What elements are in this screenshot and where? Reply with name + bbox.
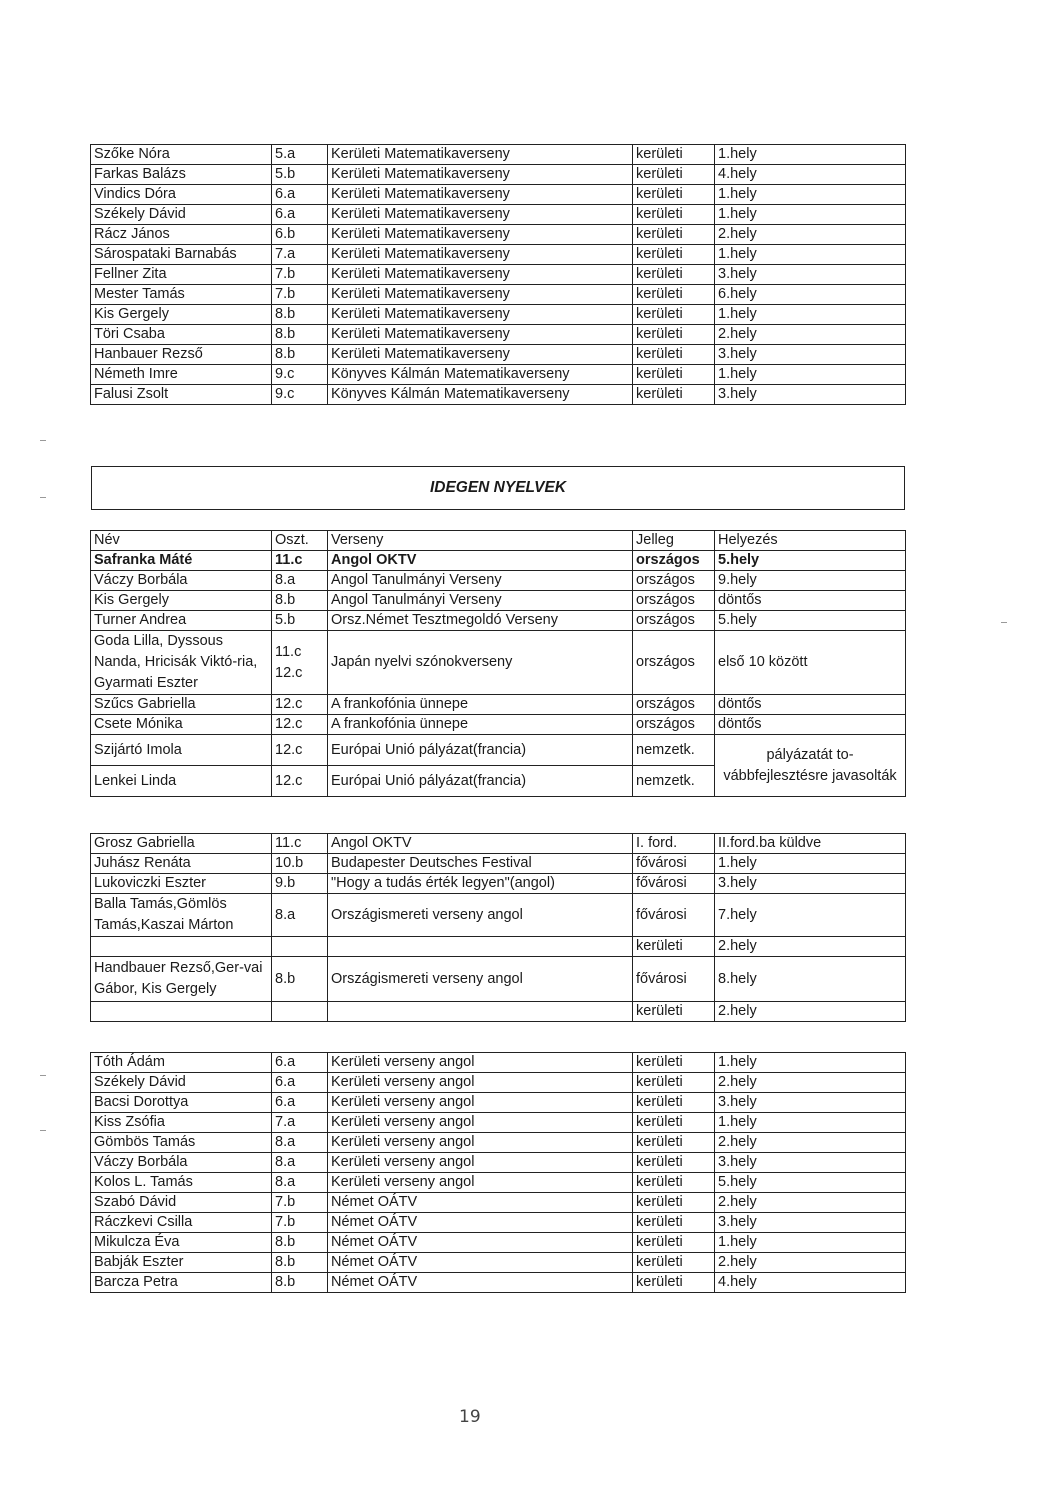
- cell-type: fővárosi: [633, 854, 715, 874]
- table-row: [91, 245, 906, 265]
- cell-placement: döntős: [715, 591, 906, 611]
- table-row: [91, 1253, 906, 1273]
- cell-competition-empty: [328, 1002, 633, 1022]
- cell-name: Farkas Balázs: [91, 165, 272, 185]
- cell-placement: 1.hely: [715, 365, 906, 385]
- table-row: [91, 874, 906, 894]
- table-row: [91, 1073, 906, 1093]
- table-row: [91, 1002, 906, 1022]
- table-row: [91, 854, 906, 874]
- cell-class-empty: [272, 1002, 328, 1022]
- table-row: [91, 715, 906, 735]
- cell-placement: döntős: [715, 715, 906, 735]
- cell-class: 11.c: [272, 834, 328, 854]
- cell-competition: Német OÁTV: [328, 1253, 633, 1273]
- cell-name: Balla Tamás,Gömlös Tamás,Kaszai Márton: [91, 894, 272, 937]
- cell-name: Lenkei Linda: [91, 766, 272, 797]
- header-type: Jelleg: [633, 531, 715, 551]
- header-placement: Helyezés: [715, 531, 906, 551]
- cell-placement: 2.hely: [715, 937, 906, 957]
- table-row: [91, 285, 906, 305]
- cell-type: kerületi: [633, 1073, 715, 1093]
- cell-name: Vindics Dóra: [91, 185, 272, 205]
- table-row: [91, 145, 906, 165]
- cell-competition: Kerületi verseny angol: [328, 1073, 633, 1093]
- cell-name: Váczy Borbála: [91, 1153, 272, 1173]
- cell-competition: Országismereti verseny angol: [328, 894, 633, 937]
- cell-competition: Orsz.Német Tesztmegoldó Verseny: [328, 611, 633, 631]
- cell-placement: 3.hely: [715, 345, 906, 365]
- cell-type: kerületi: [633, 305, 715, 325]
- cell-class: 12.c: [272, 735, 328, 766]
- cell-placement: 1.hely: [715, 185, 906, 205]
- cell-placement: 1.hely: [715, 854, 906, 874]
- cell-placement: 5.hely: [715, 611, 906, 631]
- table-row: [91, 205, 906, 225]
- cell-name-empty: [91, 1002, 272, 1022]
- cell-name: Safranka Máté: [91, 551, 272, 571]
- cell-competition: A frankofónia ünnepe: [328, 715, 633, 735]
- cell-placement: 1.hely: [715, 205, 906, 225]
- table-row: [91, 1153, 906, 1173]
- cell-competition: Kerületi verseny angol: [328, 1053, 633, 1073]
- table-row: [91, 551, 906, 571]
- cell-type: kerületi: [633, 385, 715, 405]
- cell-name: Gömbös Tamás: [91, 1133, 272, 1153]
- table-row: [91, 1053, 906, 1073]
- page-number: 19: [459, 1407, 481, 1427]
- table-row: [91, 1113, 906, 1133]
- scan-artifact: [40, 440, 46, 441]
- section-heading-text: IDEGEN NYELVEK: [429, 479, 567, 496]
- cell-competition: Angol OKTV: [328, 551, 633, 571]
- cell-name: Juhász Renáta: [91, 854, 272, 874]
- cell-type: fővárosi: [633, 957, 715, 1002]
- cell-name: Mester Tamás: [91, 285, 272, 305]
- table-row: [91, 611, 906, 631]
- cell-class: 6.a: [272, 185, 328, 205]
- cell-class: 7.a: [272, 245, 328, 265]
- cell-type: kerületi: [633, 937, 715, 957]
- cell-competition: "Hogy a tudás érték legyen"(angol): [328, 874, 633, 894]
- cell-competition: Angol OKTV: [328, 834, 633, 854]
- cell-type: országos: [633, 715, 715, 735]
- cell-name: Szabó Dávid: [91, 1193, 272, 1213]
- cell-placement: 1.hely: [715, 1113, 906, 1133]
- cell-class: 12.c: [272, 766, 328, 797]
- cell-competition: Angol Tanulmányi Verseny: [328, 591, 633, 611]
- cell-competition: Kerületi Matematikaverseny: [328, 205, 633, 225]
- table-header-row: [91, 531, 906, 551]
- cell-name: Kis Gergely: [91, 305, 272, 325]
- cell-type: kerületi: [633, 1173, 715, 1193]
- table-row: [91, 325, 906, 345]
- cell-class: 8.a: [272, 894, 328, 937]
- cell-competition: Német OÁTV: [328, 1193, 633, 1213]
- cell-class: 5.b: [272, 611, 328, 631]
- cell-placement: döntős: [715, 695, 906, 715]
- scan-artifact: [40, 497, 46, 498]
- table-row: [91, 265, 906, 285]
- cell-type: kerületi: [633, 225, 715, 245]
- table-row: [91, 695, 906, 715]
- cell-type: I. ford.: [633, 834, 715, 854]
- table-row: [91, 591, 906, 611]
- cell-placement: 5.hely: [715, 1173, 906, 1193]
- cell-competition: Kerületi Matematikaverseny: [328, 345, 633, 365]
- table-row: [91, 957, 906, 1002]
- cell-name: Kolos L. Tamás: [91, 1173, 272, 1193]
- cell-competition: Kerületi Matematikaverseny: [328, 325, 633, 345]
- cell-type: kerületi: [633, 265, 715, 285]
- cell-competition: Német OÁTV: [328, 1273, 633, 1293]
- cell-class: 9.c: [272, 385, 328, 405]
- cell-type: kerületi: [633, 1133, 715, 1153]
- cell-type: kerületi: [633, 285, 715, 305]
- cell-type: kerületi: [633, 245, 715, 265]
- cell-placement: 1.hely: [715, 305, 906, 325]
- cell-placement: II.ford.ba küldve: [715, 834, 906, 854]
- cell-class-empty: [272, 937, 328, 957]
- cell-placement: 1.hely: [715, 245, 906, 265]
- cell-placement: 2.hely: [715, 325, 906, 345]
- cell-placement: 3.hely: [715, 265, 906, 285]
- table-row: [91, 165, 906, 185]
- table-row: [91, 1193, 906, 1213]
- cell-class: 12.c: [272, 715, 328, 735]
- table-row: [91, 937, 906, 957]
- math-results-table: [90, 144, 906, 405]
- cell-name: Csete Mónika: [91, 715, 272, 735]
- cell-placement: 3.hely: [715, 1093, 906, 1113]
- cell-type: kerületi: [633, 145, 715, 165]
- cell-type: fővárosi: [633, 894, 715, 937]
- cell-name: Falusi Zsolt: [91, 385, 272, 405]
- cell-class: 11.c 12.c: [272, 631, 328, 695]
- cell-class: 8.a: [272, 1133, 328, 1153]
- cell-placement: 2.hely: [715, 1133, 906, 1153]
- cell-class: 10.b: [272, 854, 328, 874]
- cell-class: 8.a: [272, 1173, 328, 1193]
- math-results-body: [91, 145, 906, 405]
- cell-competition: Kerületi Matematikaverseny: [328, 285, 633, 305]
- cell-name: Goda Lilla, Dyssous Nanda, Hricisák Viktó-ria, Gyarmati Eszter: [91, 631, 272, 695]
- cell-placement: 3.hely: [715, 1213, 906, 1233]
- cell-class: 11.c: [272, 551, 328, 571]
- cell-competition: Kerületi Matematikaverseny: [328, 245, 633, 265]
- cell-placement: 7.hely: [715, 894, 906, 937]
- cell-name: Mikulcza Éva: [91, 1233, 272, 1253]
- cell-type: kerületi: [633, 1193, 715, 1213]
- cell-class: 6.a: [272, 1073, 328, 1093]
- cell-name: Rácz János: [91, 225, 272, 245]
- language-results-table-2: [90, 833, 906, 1022]
- cell-placement: 4.hely: [715, 165, 906, 185]
- cell-placement: 8.hely: [715, 957, 906, 1002]
- header-class: Oszt.: [272, 531, 328, 551]
- cell-class: 8.a: [272, 1153, 328, 1173]
- cell-competition: Német OÁTV: [328, 1233, 633, 1253]
- cell-name: Handbauer Rezső,Ger-vai Gábor, Kis Gergely: [91, 957, 272, 1002]
- cell-competition: Kerületi Matematikaverseny: [328, 265, 633, 285]
- cell-name: Németh Imre: [91, 365, 272, 385]
- cell-type: kerületi: [633, 1213, 715, 1233]
- cell-type: kerületi: [633, 1273, 715, 1293]
- cell-placement: 4.hely: [715, 1273, 906, 1293]
- cell-class: 8.b: [272, 345, 328, 365]
- cell-competition: Könyves Kálmán Matematikaverseny: [328, 365, 633, 385]
- cell-type: kerületi: [633, 1053, 715, 1073]
- cell-class: 7.b: [272, 1193, 328, 1213]
- table-row: [91, 1233, 906, 1253]
- cell-name: Hanbauer Rezső: [91, 345, 272, 365]
- cell-placement: 1.hely: [715, 1053, 906, 1073]
- cell-competition: Kerületi Matematikaverseny: [328, 225, 633, 245]
- cell-type: országos: [633, 591, 715, 611]
- cell-competition: Európai Unió pályázat(francia): [328, 735, 633, 766]
- table-row: [91, 345, 906, 365]
- cell-name: Székely Dávid: [91, 205, 272, 225]
- cell-placement: 2.hely: [715, 1073, 906, 1093]
- scan-artifact: [40, 1075, 46, 1076]
- cell-class: 6.a: [272, 1093, 328, 1113]
- cell-name: Grosz Gabriella: [91, 834, 272, 854]
- cell-competition: Kerületi Matematikaverseny: [328, 185, 633, 205]
- cell-competition: Kerületi Matematikaverseny: [328, 165, 633, 185]
- cell-competition: Kerületi verseny angol: [328, 1173, 633, 1193]
- cell-class: 8.b: [272, 957, 328, 1002]
- cell-type: országos: [633, 571, 715, 591]
- cell-type: kerületi: [633, 1093, 715, 1113]
- cell-class: 9.c: [272, 365, 328, 385]
- cell-class: 5.a: [272, 145, 328, 165]
- cell-name: Szűcs Gabriella: [91, 695, 272, 715]
- cell-competition: Európai Unió pályázat(francia): [328, 766, 633, 797]
- cell-class: 7.b: [272, 265, 328, 285]
- cell-competition: Kerületi Matematikaverseny: [328, 305, 633, 325]
- cell-type: kerületi: [633, 1153, 715, 1173]
- cell-class: 5.b: [272, 165, 328, 185]
- cell-class: 8.b: [272, 1233, 328, 1253]
- cell-class: 7.b: [272, 285, 328, 305]
- table-row: [91, 225, 906, 245]
- cell-competition: Japán nyelvi szónokverseny: [328, 631, 633, 695]
- cell-type: kerületi: [633, 1113, 715, 1133]
- cell-competition: A frankofónia ünnepe: [328, 695, 633, 715]
- cell-competition: Kerületi verseny angol: [328, 1153, 633, 1173]
- cell-class: 7.b: [272, 1213, 328, 1233]
- table-row: [91, 571, 906, 591]
- cell-placement: 6.hely: [715, 285, 906, 305]
- cell-class: 8.b: [272, 591, 328, 611]
- cell-placement: 1.hely: [715, 1233, 906, 1253]
- cell-placement: 3.hely: [715, 385, 906, 405]
- cell-competition: Kerületi verseny angol: [328, 1133, 633, 1153]
- header-name: Név: [91, 531, 272, 551]
- cell-placement: első 10 között: [715, 631, 906, 695]
- cell-competition: Angol Tanulmányi Verseny: [328, 571, 633, 591]
- cell-type: országos: [633, 551, 715, 571]
- cell-type: fővárosi: [633, 874, 715, 894]
- district-language-results-table: [90, 1052, 906, 1293]
- cell-competition: Kerületi Matematikaverseny: [328, 145, 633, 165]
- header-competition: Verseny: [328, 531, 633, 551]
- table-row: [91, 365, 906, 385]
- cell-class: 6.a: [272, 1053, 328, 1073]
- cell-class: 12.c: [272, 695, 328, 715]
- cell-name: Barcza Petra: [91, 1273, 272, 1293]
- cell-class: 8.b: [272, 325, 328, 345]
- scan-artifact: [1001, 622, 1007, 623]
- cell-competition: Kerületi verseny angol: [328, 1113, 633, 1133]
- table-row: [91, 631, 906, 695]
- cell-placement: 2.hely: [715, 1002, 906, 1022]
- cell-placement: 9.hely: [715, 571, 906, 591]
- cell-competition: Könyves Kálmán Matematikaverseny: [328, 385, 633, 405]
- section-heading: [91, 466, 905, 510]
- cell-placement: 2.hely: [715, 1253, 906, 1273]
- cell-name: Ráczkevi Csilla: [91, 1213, 272, 1233]
- cell-competition: Országismereti verseny angol: [328, 957, 633, 1002]
- scan-artifact: [40, 1130, 46, 1131]
- cell-type: kerületi: [633, 165, 715, 185]
- cell-class: 8.b: [272, 1273, 328, 1293]
- cell-name: Babják Eszter: [91, 1253, 272, 1273]
- cell-name: Kiss Zsófia: [91, 1113, 272, 1133]
- cell-placement: 5.hely: [715, 551, 906, 571]
- cell-type: kerületi: [633, 1233, 715, 1253]
- table-row: [91, 385, 906, 405]
- cell-type: kerületi: [633, 205, 715, 225]
- cell-name: Szijártó Imola: [91, 735, 272, 766]
- cell-class: 7.a: [272, 1113, 328, 1133]
- cell-name: Töri Csaba: [91, 325, 272, 345]
- cell-class: 9.b: [272, 874, 328, 894]
- cell-name: Váczy Borbála: [91, 571, 272, 591]
- cell-type: országos: [633, 631, 715, 695]
- cell-class: 8.b: [272, 1253, 328, 1273]
- cell-placement: 1.hely: [715, 145, 906, 165]
- cell-name-empty: [91, 937, 272, 957]
- cell-competition-empty: [328, 937, 633, 957]
- cell-competition: Német OÁTV: [328, 1213, 633, 1233]
- table-row: [91, 305, 906, 325]
- table-row: [91, 185, 906, 205]
- cell-competition: Budapester Deutsches Festival: [328, 854, 633, 874]
- cell-type: nemzetk.: [633, 735, 715, 766]
- table-row: [91, 834, 906, 854]
- cell-placement: 2.hely: [715, 1193, 906, 1213]
- cell-placement: 2.hely: [715, 225, 906, 245]
- cell-name: Sárospataki Barnabás: [91, 245, 272, 265]
- cell-name: Szőke Nóra: [91, 145, 272, 165]
- cell-name: Tóth Ádám: [91, 1053, 272, 1073]
- cell-class: 6.b: [272, 225, 328, 245]
- table-row: [91, 735, 906, 766]
- table-row: [91, 1213, 906, 1233]
- cell-name: Székely Dávid: [91, 1073, 272, 1093]
- cell-name: Fellner Zita: [91, 265, 272, 285]
- language-results-table: [90, 530, 906, 797]
- cell-type: kerületi: [633, 1253, 715, 1273]
- cell-placement: 3.hely: [715, 1153, 906, 1173]
- cell-type: kerületi: [633, 1002, 715, 1022]
- cell-type: országos: [633, 611, 715, 631]
- table-row: [91, 1273, 906, 1293]
- cell-placement: 3.hely: [715, 874, 906, 894]
- cell-class: 8.a: [272, 571, 328, 591]
- cell-type: kerületi: [633, 185, 715, 205]
- table-row: [91, 1133, 906, 1153]
- table-row: [91, 1093, 906, 1113]
- table-row: [91, 894, 906, 937]
- cell-name: Bacsi Dorottya: [91, 1093, 272, 1113]
- cell-name: Lukoviczki Eszter: [91, 874, 272, 894]
- district-language-results-body: [91, 1053, 906, 1293]
- cell-merged-placement: pályázatát to-vábbfejlesztésre javasolták: [715, 735, 906, 797]
- table-row: [91, 1173, 906, 1193]
- cell-competition: Kerületi verseny angol: [328, 1093, 633, 1113]
- cell-type: kerületi: [633, 325, 715, 345]
- cell-class: 6.a: [272, 205, 328, 225]
- cell-class: 8.b: [272, 305, 328, 325]
- cell-type: kerületi: [633, 365, 715, 385]
- cell-type: országos: [633, 695, 715, 715]
- cell-name: Turner Andrea: [91, 611, 272, 631]
- cell-type: nemzetk.: [633, 766, 715, 797]
- cell-name: Kis Gergely: [91, 591, 272, 611]
- cell-type: kerületi: [633, 345, 715, 365]
